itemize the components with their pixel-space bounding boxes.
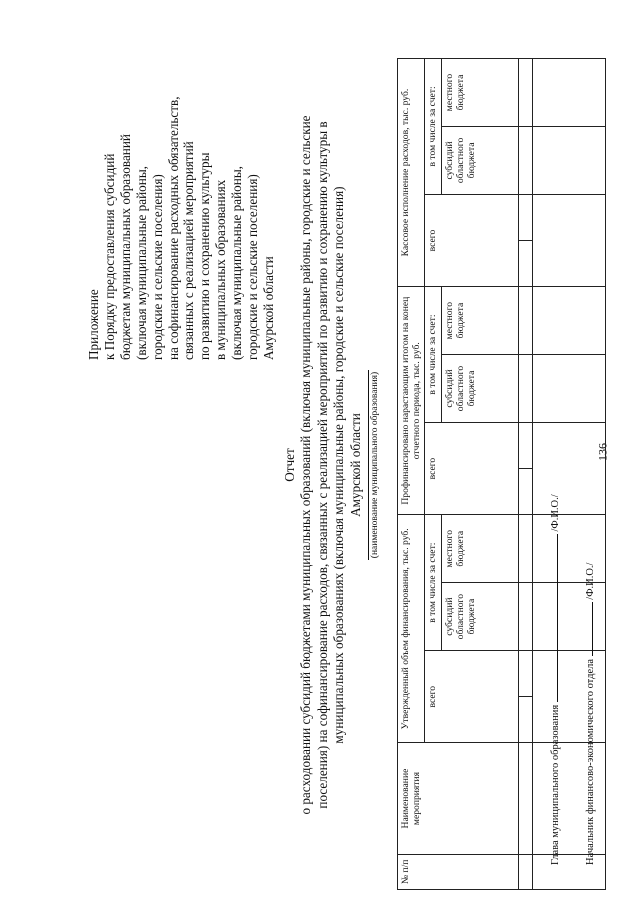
- table-cell: [519, 651, 533, 697]
- header-including: в том числе за счет:: [425, 287, 442, 423]
- appendix-line: городские и сельские поселения): [245, 174, 261, 360]
- table-cell: [519, 515, 533, 583]
- municipality-caption: (наименование муниципального образования): [370, 371, 380, 559]
- report-title-line: Амурской области: [347, 413, 363, 517]
- report-title-line: муниципальных образованиях (включая муниципальные районы, городские и сельские поселения): [331, 186, 347, 744]
- header-regional-subsidy: субсидий областного бюджета: [442, 126, 519, 194]
- table-header-row: [398, 59, 425, 890]
- header-financed: Профинансировано нарастающим итогом на конец отчетного периода, тыс. руб.: [398, 287, 425, 515]
- table-cell: [519, 287, 533, 355]
- header-local-budget: местного бюджета: [442, 515, 519, 583]
- table-cell: [519, 241, 533, 287]
- table-row: [519, 59, 533, 890]
- report-title: [282, 35, 364, 895]
- table-cell: [519, 194, 533, 240]
- report-title-line: поселения) на софинансирование расходов, связанных с реализацией мероприятий по развитию и сохранению культуры в: [314, 121, 330, 809]
- appendix-line: на софинансирование расходных обязательств,: [165, 96, 181, 360]
- head-label: Глава муниципального образования: [550, 704, 561, 865]
- appendix-line: (включая муниципальные районы,: [133, 166, 149, 360]
- table-cell: [533, 126, 606, 194]
- report-heading: Отчет: [282, 448, 297, 482]
- head-name: /Ф.И.О./: [550, 494, 561, 532]
- appendix-line: к Порядку предоставления субсидий: [101, 153, 117, 360]
- header-activity: Наименование мероприятия: [398, 743, 519, 854]
- signature-block: [548, 494, 618, 865]
- appendix-line: в муниципальных образованиях: [213, 179, 229, 360]
- appendix-line: (включая муниципальные районы,: [229, 166, 245, 360]
- signature-line-head: [548, 494, 562, 865]
- table-cell: [533, 355, 606, 423]
- report-title-line: о расходовании субсидий бюджетами муниципальных образований (включая муниципальные районы, городские и сельские: [298, 115, 314, 815]
- appendix-line: бюджетам муниципальных образований: [117, 134, 133, 360]
- header-local-budget: местного бюджета: [442, 59, 519, 127]
- appendix-line: Приложение: [86, 289, 101, 360]
- rotated-page-content: [0, 25, 620, 905]
- header-regional-subsidy: субсидий областного бюджета: [442, 583, 519, 651]
- header-including: в том числе за счет:: [425, 515, 442, 651]
- header-cash: Кассовое исполнение расходов, тыс. руб.: [398, 59, 425, 287]
- table-cell: [519, 854, 533, 889]
- table-cell: [519, 469, 533, 515]
- table-cell: [533, 287, 606, 355]
- finance-name: /Ф.И.О./: [585, 562, 596, 600]
- appendix-line: городские и сельские поселения): [149, 174, 165, 360]
- page-number: 136: [595, 443, 610, 461]
- table-cell: [519, 743, 533, 854]
- header-approved: Утвержденный объем финансирования, тыс. руб.: [398, 515, 425, 743]
- table-cell: [533, 194, 606, 286]
- signature-underline: [583, 602, 593, 656]
- header-num: № п/п: [398, 854, 519, 889]
- signature-underline: [548, 534, 558, 702]
- header-total: всего: [425, 194, 519, 286]
- header-regional-subsidy: субсидий областного бюджета: [442, 355, 519, 423]
- signature-line-finance: [583, 494, 597, 865]
- header-including: в том числе за счет:: [425, 59, 442, 195]
- appendix-line: по развитию и сохранению культуры: [197, 152, 213, 360]
- appendix-line: связанных с реализацией мероприятий: [181, 141, 197, 360]
- header-total: всего: [425, 422, 519, 514]
- table-cell: [519, 126, 533, 194]
- table-cell: [519, 697, 533, 743]
- table-cell: [519, 355, 533, 423]
- header-local-budget: местного бюджета: [442, 287, 519, 355]
- table-cell: [519, 59, 533, 127]
- header-total: всего: [425, 651, 519, 743]
- finance-label: Начальник финансово-экономического отдела: [585, 658, 596, 865]
- appendix-line: Амурской области: [260, 256, 276, 360]
- appendix-block: [86, 30, 277, 360]
- table-cell: [519, 583, 533, 651]
- table-cell: [519, 422, 533, 468]
- table-cell: [533, 59, 606, 127]
